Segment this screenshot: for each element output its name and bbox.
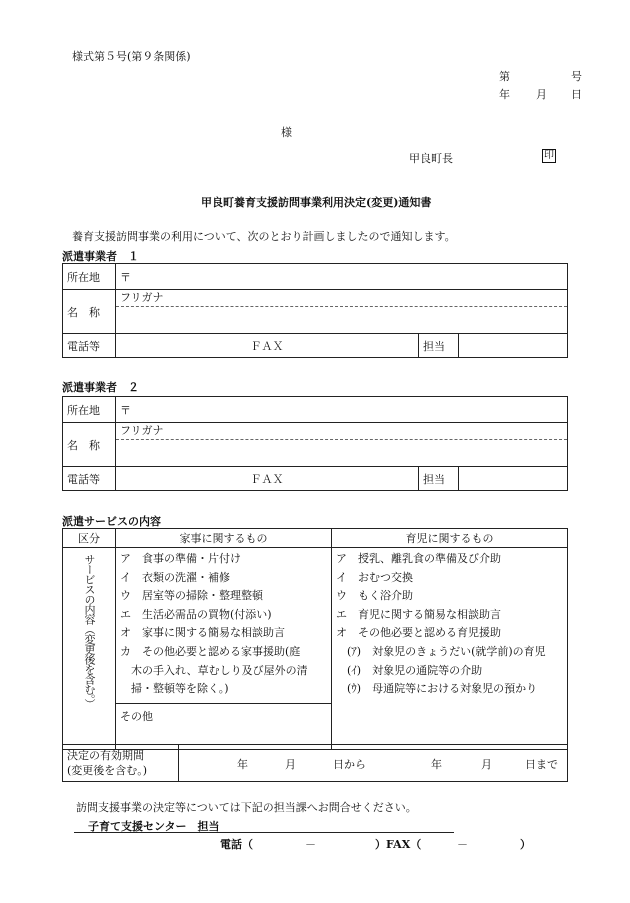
name-cell	[116, 290, 568, 334]
childcare-header: 育児に関するもの	[332, 529, 568, 548]
staff-value	[459, 334, 568, 358]
address-label: 所在地	[63, 264, 116, 290]
housework-header: 家事に関するもの	[116, 529, 332, 548]
intro-text: 養育支援訪問事業の利用について、次のとおり計画しましたので通知します。	[72, 230, 456, 243]
period-month: 月	[285, 758, 296, 771]
staff-label: 担当	[419, 467, 459, 491]
list-item: (ｱ) 対象児のきょうだい(就学前)の育児	[336, 644, 546, 658]
list-item: エ 育児に関する簡易な相談助言	[336, 607, 501, 621]
list-item: 掃・整頓等を除く。)	[120, 682, 229, 696]
fax-dash: －	[457, 838, 468, 851]
doc-no-prefix: 第	[499, 70, 510, 83]
fax-label: ＦＡＸ	[116, 467, 419, 491]
list-item: エ 生活必需品の買物(付添い)	[120, 607, 272, 621]
period-until: 日まで	[525, 758, 558, 771]
period-label-1: 決定の有効期間	[67, 749, 144, 762]
services-table	[62, 528, 568, 750]
list-item: ア 授乳、離乳食の準備及び介助	[336, 552, 501, 565]
date-month: 月	[536, 88, 547, 101]
doc-no-suffix: 号	[571, 70, 582, 83]
seal-mark: 印	[544, 150, 554, 161]
service-row-label-cell	[63, 548, 116, 750]
date-year: 年	[499, 88, 510, 101]
name-cell	[116, 423, 568, 467]
list-item: ア 食事の準備・片付け	[120, 552, 241, 565]
staff-label: 担当	[419, 334, 459, 358]
center-name: 子育て支援センター 担当	[88, 820, 220, 833]
list-item: イ おむつ交換	[336, 570, 413, 584]
services-heading: 派遣サービスの内容	[62, 515, 161, 528]
seal-box	[542, 148, 556, 163]
childcare-list	[336, 550, 563, 699]
period-values-cell	[179, 745, 568, 782]
addressee-suffix: 様	[281, 126, 292, 139]
furigana-label: フリガナ	[116, 423, 567, 440]
list-item: ウ もく浴介助	[336, 589, 413, 603]
period-table	[62, 744, 568, 782]
service-row-label: サービスの内容（変更後を含む。）	[83, 554, 96, 709]
list-item: ウ 居室等の掃除・整理整頓	[120, 589, 263, 603]
address-label: 所在地	[63, 397, 116, 423]
furigana-label: フリガナ	[116, 290, 567, 307]
provider-1-table	[62, 263, 568, 358]
housework-items-cell	[116, 548, 332, 704]
date-day: 日	[571, 88, 582, 101]
phone-label: 電話等	[63, 467, 116, 491]
list-item: 木の手入れ、草むしり及び屋外の清	[120, 663, 308, 677]
issuer: 甲良町長	[409, 152, 453, 165]
form-number: 様式第５号(第９条関係)	[72, 50, 191, 63]
division-header: 区分	[63, 529, 116, 548]
provider-2-heading: 派遣事業者 ２	[62, 381, 139, 394]
address-value: 〒	[116, 264, 568, 290]
fax-close: ）	[520, 838, 531, 851]
phone-dash: －	[305, 838, 316, 851]
period-year: 年	[237, 758, 248, 771]
list-item: (ｲ) 対象児の通院等の介助	[336, 663, 483, 677]
period-month2: 月	[481, 758, 492, 771]
list-item: カ その他必要と認める家事援助(庭	[120, 644, 301, 658]
list-item: オ 家事に関する簡易な相談助言	[120, 626, 285, 640]
list-item: イ 衣類の洗濯・補修	[120, 570, 230, 584]
address-value: 〒	[116, 397, 568, 423]
housework-list	[120, 550, 327, 699]
fax-label: ＦＡＸ	[116, 334, 419, 358]
fax-text: ）FAX（	[375, 838, 422, 851]
center-underline	[74, 832, 454, 833]
other-label: その他	[116, 704, 332, 750]
childcare-items-cell	[332, 548, 568, 750]
contact-note: 訪問支援事業の決定等については下記の担当課へお問合せください。	[76, 801, 417, 814]
provider-1-heading: 派遣事業者 １	[62, 250, 139, 263]
provider-2-table	[62, 396, 568, 491]
list-item: オ その他必要と認める育児援助	[336, 626, 501, 640]
phone-open: 電話（	[220, 838, 253, 851]
name-label: 名 称	[63, 423, 116, 467]
phone-label: 電話等	[63, 334, 116, 358]
period-from: 日から	[333, 758, 366, 771]
period-label-2: (変更後を含む。)	[67, 764, 148, 777]
document-title: 甲良町養育支援訪問事業利用決定(変更)通知書	[201, 196, 432, 209]
list-item: (ｳ) 母通院等における対象児の預かり	[336, 682, 538, 696]
period-label-cell	[63, 745, 179, 782]
period-year2: 年	[431, 758, 442, 771]
staff-value	[459, 467, 568, 491]
name-label: 名 称	[63, 290, 116, 334]
